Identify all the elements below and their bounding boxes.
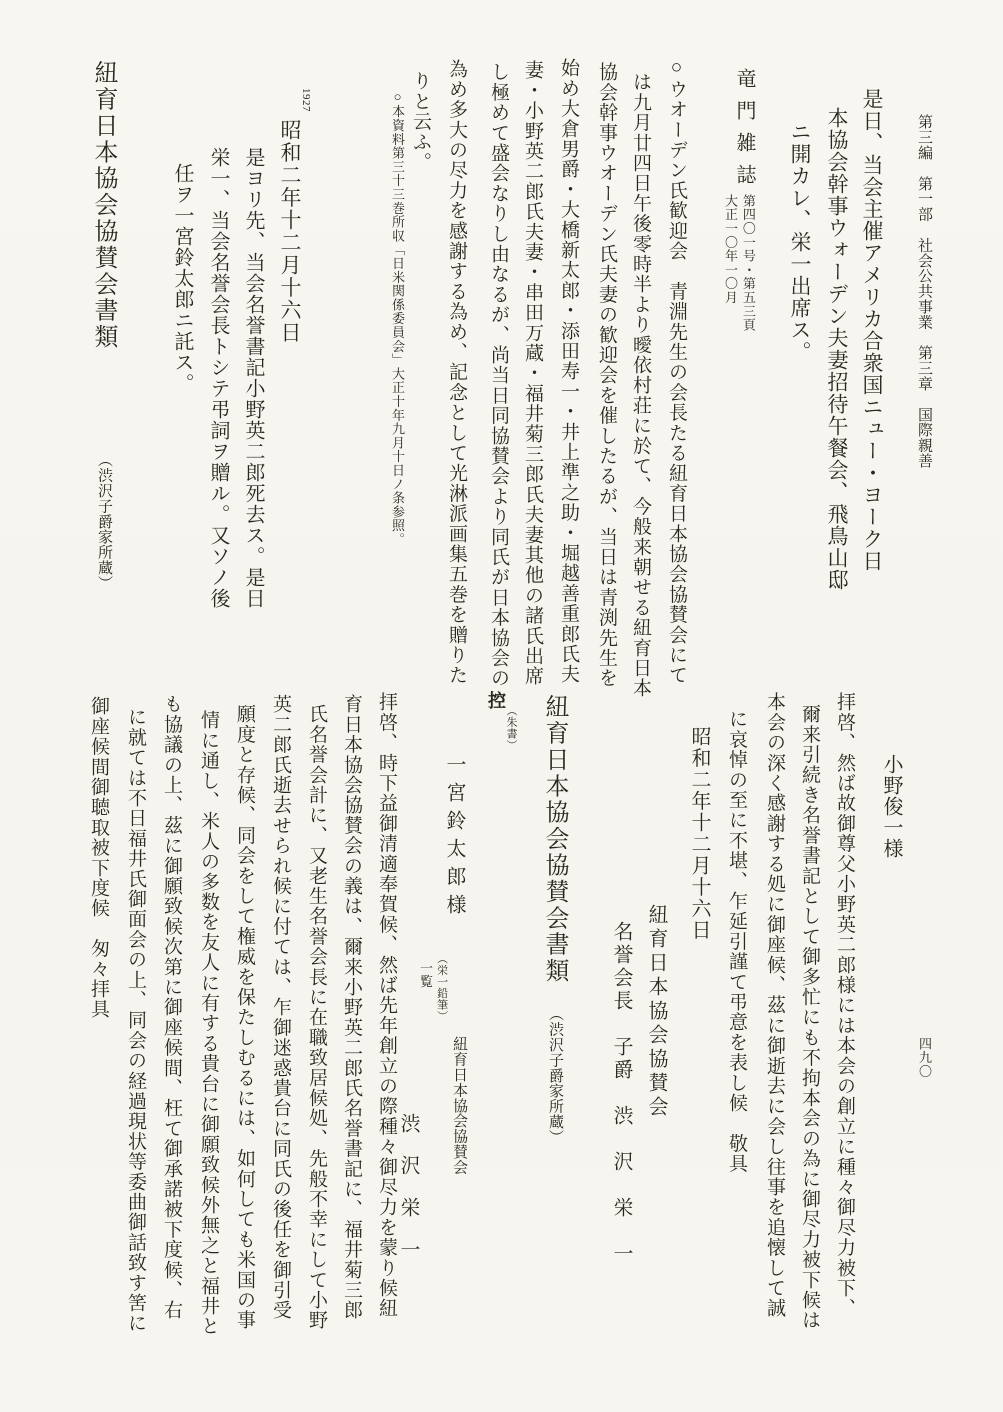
archive-note: （渋沢子爵家所蔵） bbox=[547, 1006, 563, 1145]
page-number: 四九〇 bbox=[917, 1037, 932, 1079]
citation-issue: 第四〇一号・第五三頁 bbox=[740, 194, 756, 332]
annotation-seen: 一覧 bbox=[417, 961, 433, 989]
article-line: 始め大倉男爵・大橋新太郎・添田寿一・井上準之助・堀越善重郎氏夫 bbox=[558, 58, 579, 685]
article-line: は九月廿四日午後零時半より曖依村荘に於て、今般来朝せる紐育日本 bbox=[630, 72, 651, 699]
summary-line: 是日、当会主催アメリカ合衆国ニュー・ヨーク日 bbox=[860, 88, 884, 572]
letter-body-line: に哀悼の至に不堪、乍延引謹て弔意を表し候 敬具 bbox=[726, 709, 747, 1174]
letter-body-line: 御座候間御聴取被下度候 匆々拝具 bbox=[88, 696, 109, 1020]
copy-note: （朱書） bbox=[505, 705, 517, 751]
letter-body-line: 氏名誉会計に、又老生名誉会長に在職致居候処、先般不幸にして小野 bbox=[306, 704, 327, 1331]
source-title: 竜門雑誌 bbox=[733, 68, 755, 196]
pencil-annotation bbox=[417, 953, 448, 1022]
letter-body-line: も協議の上、茲に御願致候次第に御座候間、枉て御承諾被下度候、右 bbox=[161, 694, 182, 1321]
year-label: 1927 bbox=[300, 88, 312, 112]
document-title: 紐育日本協会協賛会書類 bbox=[541, 694, 567, 985]
letter-addressee: 小野俊一様 bbox=[880, 754, 902, 859]
letter-body-line: に就ては不日福井氏御面会の上、同会の経過現状等委曲御話致す筈に bbox=[125, 707, 146, 1334]
letter-date: 昭和二年十二月十六日 bbox=[688, 726, 710, 941]
annotation-note: （栄一鉛筆） bbox=[435, 953, 448, 1022]
letter-body-line: 本会の深く感謝する処に御座候、茲に御逝去に会し往事を追懐して誠 bbox=[764, 692, 785, 1319]
summary-line: 本協会幹事ウォーデン夫妻招待午餐会、飛鳥山邸 bbox=[825, 107, 849, 591]
letter-body-line: 拝啓、時下益御清適奉賀候、然ば先年創立の際種々御尽力を蒙り候紐 bbox=[376, 692, 397, 1319]
letter-body-line: 拝啓、然ば故御尊父小野英二郎様には本会の創立に種々御尽力被下、 bbox=[834, 692, 855, 1319]
letter-addressee: 一宮鈴太郎様 bbox=[443, 754, 465, 922]
letter-body-line: 願度と存候、同会をして権威を保たしむるには、如何しても米国の事 bbox=[234, 704, 255, 1331]
letter-body-line: 育日本協会協賛会の義は、爾来小野英二郎氏名誉書記に、福井菊三郎 bbox=[341, 694, 362, 1321]
summary-line: 是ヨリ先、当会名誉書記小野英二郎死去ス。是日 bbox=[242, 147, 264, 609]
summary-line: 栄一、当会名誉会長トシテ弔詞ヲ贈ル。又ソノ後 bbox=[207, 147, 229, 609]
sender-organization: 紐育日本協会協賛会 bbox=[451, 1036, 467, 1175]
document-title: 紐育日本協会協賛会書類 bbox=[90, 60, 116, 351]
signature-organization: 紐育日本協会協賛会 bbox=[645, 904, 667, 1120]
article-line: 妻・小野英二郎氏夫妻・串田万蔵・福井菊三郎氏夫妻其他の諸氏出席 bbox=[522, 60, 543, 687]
letter-body-line: 英二郎氏逝去せられ候に付ては、乍御迷惑貴台に同氏の後任を御引受 bbox=[270, 694, 291, 1321]
archive-note: （渋沢子爵家所蔵） bbox=[96, 452, 112, 591]
sender-name: 渋沢栄一 bbox=[397, 1113, 419, 1281]
article-line: 為め多大の尽力を感謝する為め、記念として光淋派画集五巻を贈りた bbox=[446, 59, 467, 686]
source-citation bbox=[722, 194, 755, 332]
article-line: 協会幹事ウオーデン氏夫妻の歓迎会を催したるが、当日は青渕先生を bbox=[596, 62, 617, 689]
article-line: りと云ふ。 bbox=[410, 71, 431, 172]
article-line: し極めて盛会なりし由なるが、尚当日同協賛会より同氏が日本協会の bbox=[488, 62, 509, 689]
summary-line: ニ開カレ、栄一出席ス。 bbox=[788, 121, 812, 363]
part-chapter-header: 第三編 第一部 社会公共事業 第三章 国際親善 bbox=[916, 114, 932, 469]
citation-date: 大正一〇年一〇月 bbox=[722, 194, 738, 305]
article-line: ○ウオーデン氏歓迎会 青淵先生の会長たる紐育日本協会協賛会にて bbox=[666, 57, 687, 686]
letter-body-line: 情に通し、米人の多数を友人に有する貴台に御願致候外無之と福井と bbox=[198, 710, 219, 1337]
summary-line: 任ヲ一宮鈴太郎ニ託ス。 bbox=[171, 163, 193, 394]
signature-name: 名誉会長 子爵 渋 沢 栄 一 bbox=[610, 921, 632, 1266]
date-line: 昭和二年十二月十六日 bbox=[278, 119, 302, 344]
letter-body-line: 爾来引続き名誉書記として御多忙にも不拘本会の為に御尽力被下候は bbox=[799, 704, 820, 1331]
reference-note: ○本資料第三十三巻所収「日米関係委員会」大正十年九月十日ノ条参照。 bbox=[390, 89, 405, 547]
copy-label: 控 bbox=[486, 691, 506, 710]
